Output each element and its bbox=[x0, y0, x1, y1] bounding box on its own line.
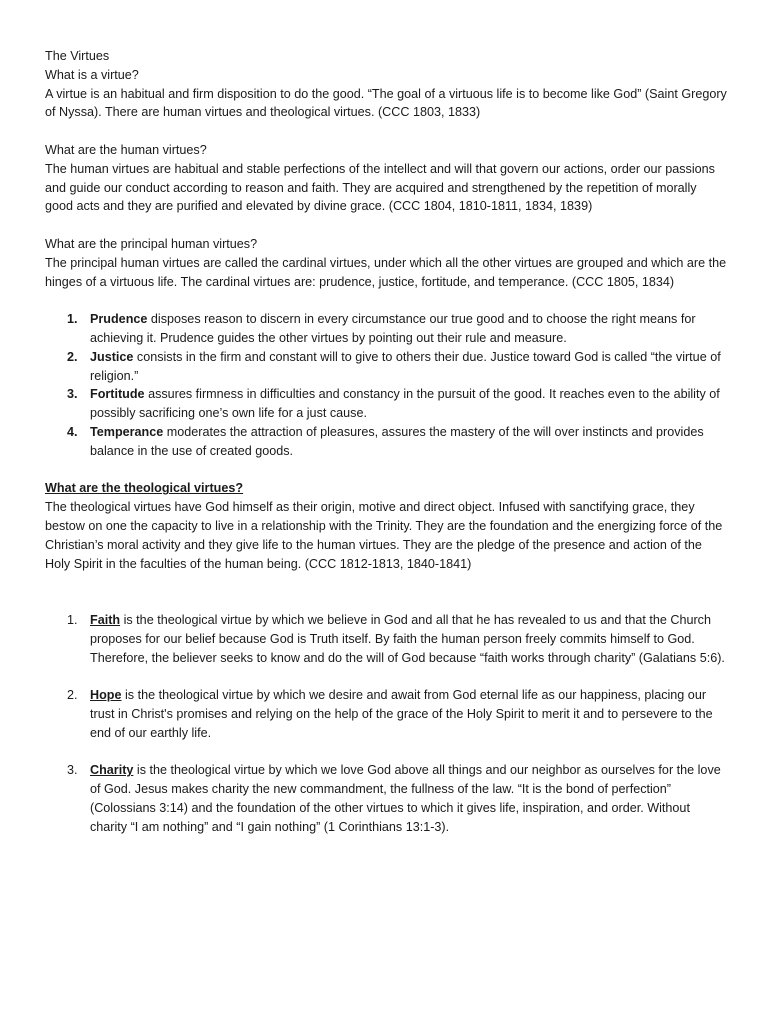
term-faith: Faith bbox=[90, 612, 121, 627]
list-item-faith bbox=[45, 611, 728, 667]
list-item-temperance bbox=[45, 423, 728, 461]
list-item-hope bbox=[45, 686, 728, 742]
list-number: 4. bbox=[67, 424, 78, 439]
spacer bbox=[45, 742, 728, 761]
cardinal-virtues-list bbox=[45, 310, 728, 460]
list-number: 3. bbox=[67, 387, 78, 402]
list-item-charity bbox=[45, 761, 728, 836]
answer-theological-virtues: The theological virtues have God himself as their origin, motive and direct object. Infused with sanctifying grace, they bestow on one the capacity to live in a relationship with the Trinity. They are the foundation and the energizing force of the Christian’s moral activity and they give life to the human virtues. They are the pledge of the presence and action of the Holy Spirit in the faculties of the human being. (CCC 1812-1813, 1840-1841) bbox=[45, 500, 723, 571]
definition-hope: is the theological virtue by which we desire and await from God eternal life as our happiness, placing our trust in Christ's promises and relying on the help of the grace of the Holy Spirit to merit it and to persevere to the end of our earthly life. bbox=[90, 688, 713, 740]
term-fortitude: Fortitude bbox=[90, 387, 145, 402]
definition-faith: is the theological virtue by which we believe in God and all that he has revealed to us and that the Church proposes for our belief because God is Truth itself. By faith the human person freely commits himself to God. Therefore, the believer seeks to know and do the will of God because “faith works through charity” (Galatians 5:6). bbox=[90, 612, 725, 665]
spacer bbox=[45, 667, 728, 686]
definition-fortitude: assures firmness in difficulties and constancy in the pursuit of the good. It reaches even to the ability of possibly sacrificing one’s own life for a just cause. bbox=[90, 387, 720, 421]
spacer bbox=[45, 291, 728, 310]
term-charity: Charity bbox=[90, 763, 134, 778]
list-number: 1. bbox=[67, 312, 78, 327]
theological-virtues-list bbox=[45, 611, 728, 837]
term-hope: Hope bbox=[90, 688, 122, 703]
definition-charity: is the theological virtue by which we love God above all things and our neighbor as ourselves for the love of God. Jesus makes charity the new commandment, the fullness of the law. “It is the bond of perfection” (Colossians 3:14) and the foundation of the other virtues to which it gives life, inspiration, and order. Without charity “I am nothing” and “I gain nothing” (1 Corinthians 13:1-3). bbox=[90, 763, 721, 834]
answer-human-virtues: The human virtues are habitual and stable perfections of the intellect and will that govern our actions, order our passions and guide our conduct according to reason and faith. They are acquired and strengthened by the repetition of morally good acts and they are purified and elevated by divine grace. (CCC 1804, 1810-1811, 1834, 1839) bbox=[45, 161, 715, 214]
definition-temperance: moderates the attraction of pleasures, assures the mastery of the will over instincts and provides balance in the use of created goods. bbox=[90, 424, 704, 458]
spacer bbox=[45, 592, 728, 611]
list-number: 2. bbox=[67, 349, 78, 364]
spacer bbox=[45, 122, 728, 141]
definition-justice: consists in the firm and constant will to give to others their due. Justice toward God is called “the virtue of religion.” bbox=[90, 349, 721, 383]
question-what-is-virtue: What is a virtue? bbox=[45, 67, 139, 82]
term-prudence: Prudence bbox=[90, 312, 148, 327]
list-item-prudence bbox=[45, 310, 728, 348]
spacer bbox=[45, 216, 728, 235]
list-number: 2. bbox=[67, 688, 78, 703]
answer-principal-virtues: The principal human virtues are called the cardinal virtues, under which all the other virtues are grouped and which are the hinges of a virtuous life. The cardinal virtues are: prudence, justice, fortitude, and temperance. (CCC 1805, 1834) bbox=[45, 255, 727, 289]
document-title: The Virtues bbox=[45, 49, 110, 63]
answer-what-is-virtue: A virtue is an habitual and firm disposition to do the good. “The goal of a virtuous life is to become like God” (Saint Gregory of Nyssa). There are human virtues and theological virtues. (CCC 1803, 1833) bbox=[45, 86, 727, 120]
question-human-virtues: What are the human virtues? bbox=[45, 142, 207, 157]
list-number: 3. bbox=[67, 763, 78, 778]
document-page bbox=[45, 47, 728, 836]
list-number: 1. bbox=[67, 612, 78, 627]
term-justice: Justice bbox=[90, 349, 134, 364]
definition-prudence: disposes reason to discern in every circumstance our true good and to choose the right means for achieving it. Prudence guides the other virtues by pointing out their rule and measure. bbox=[90, 312, 696, 345]
spacer bbox=[45, 461, 728, 480]
question-theological-virtues: What are the theological virtues? bbox=[45, 481, 244, 496]
spacer bbox=[45, 573, 728, 592]
list-item-justice bbox=[45, 348, 728, 386]
list-item-fortitude bbox=[45, 385, 728, 423]
term-temperance: Temperance bbox=[90, 424, 164, 439]
question-principal-virtues: What are the principal human virtues? bbox=[45, 236, 258, 251]
